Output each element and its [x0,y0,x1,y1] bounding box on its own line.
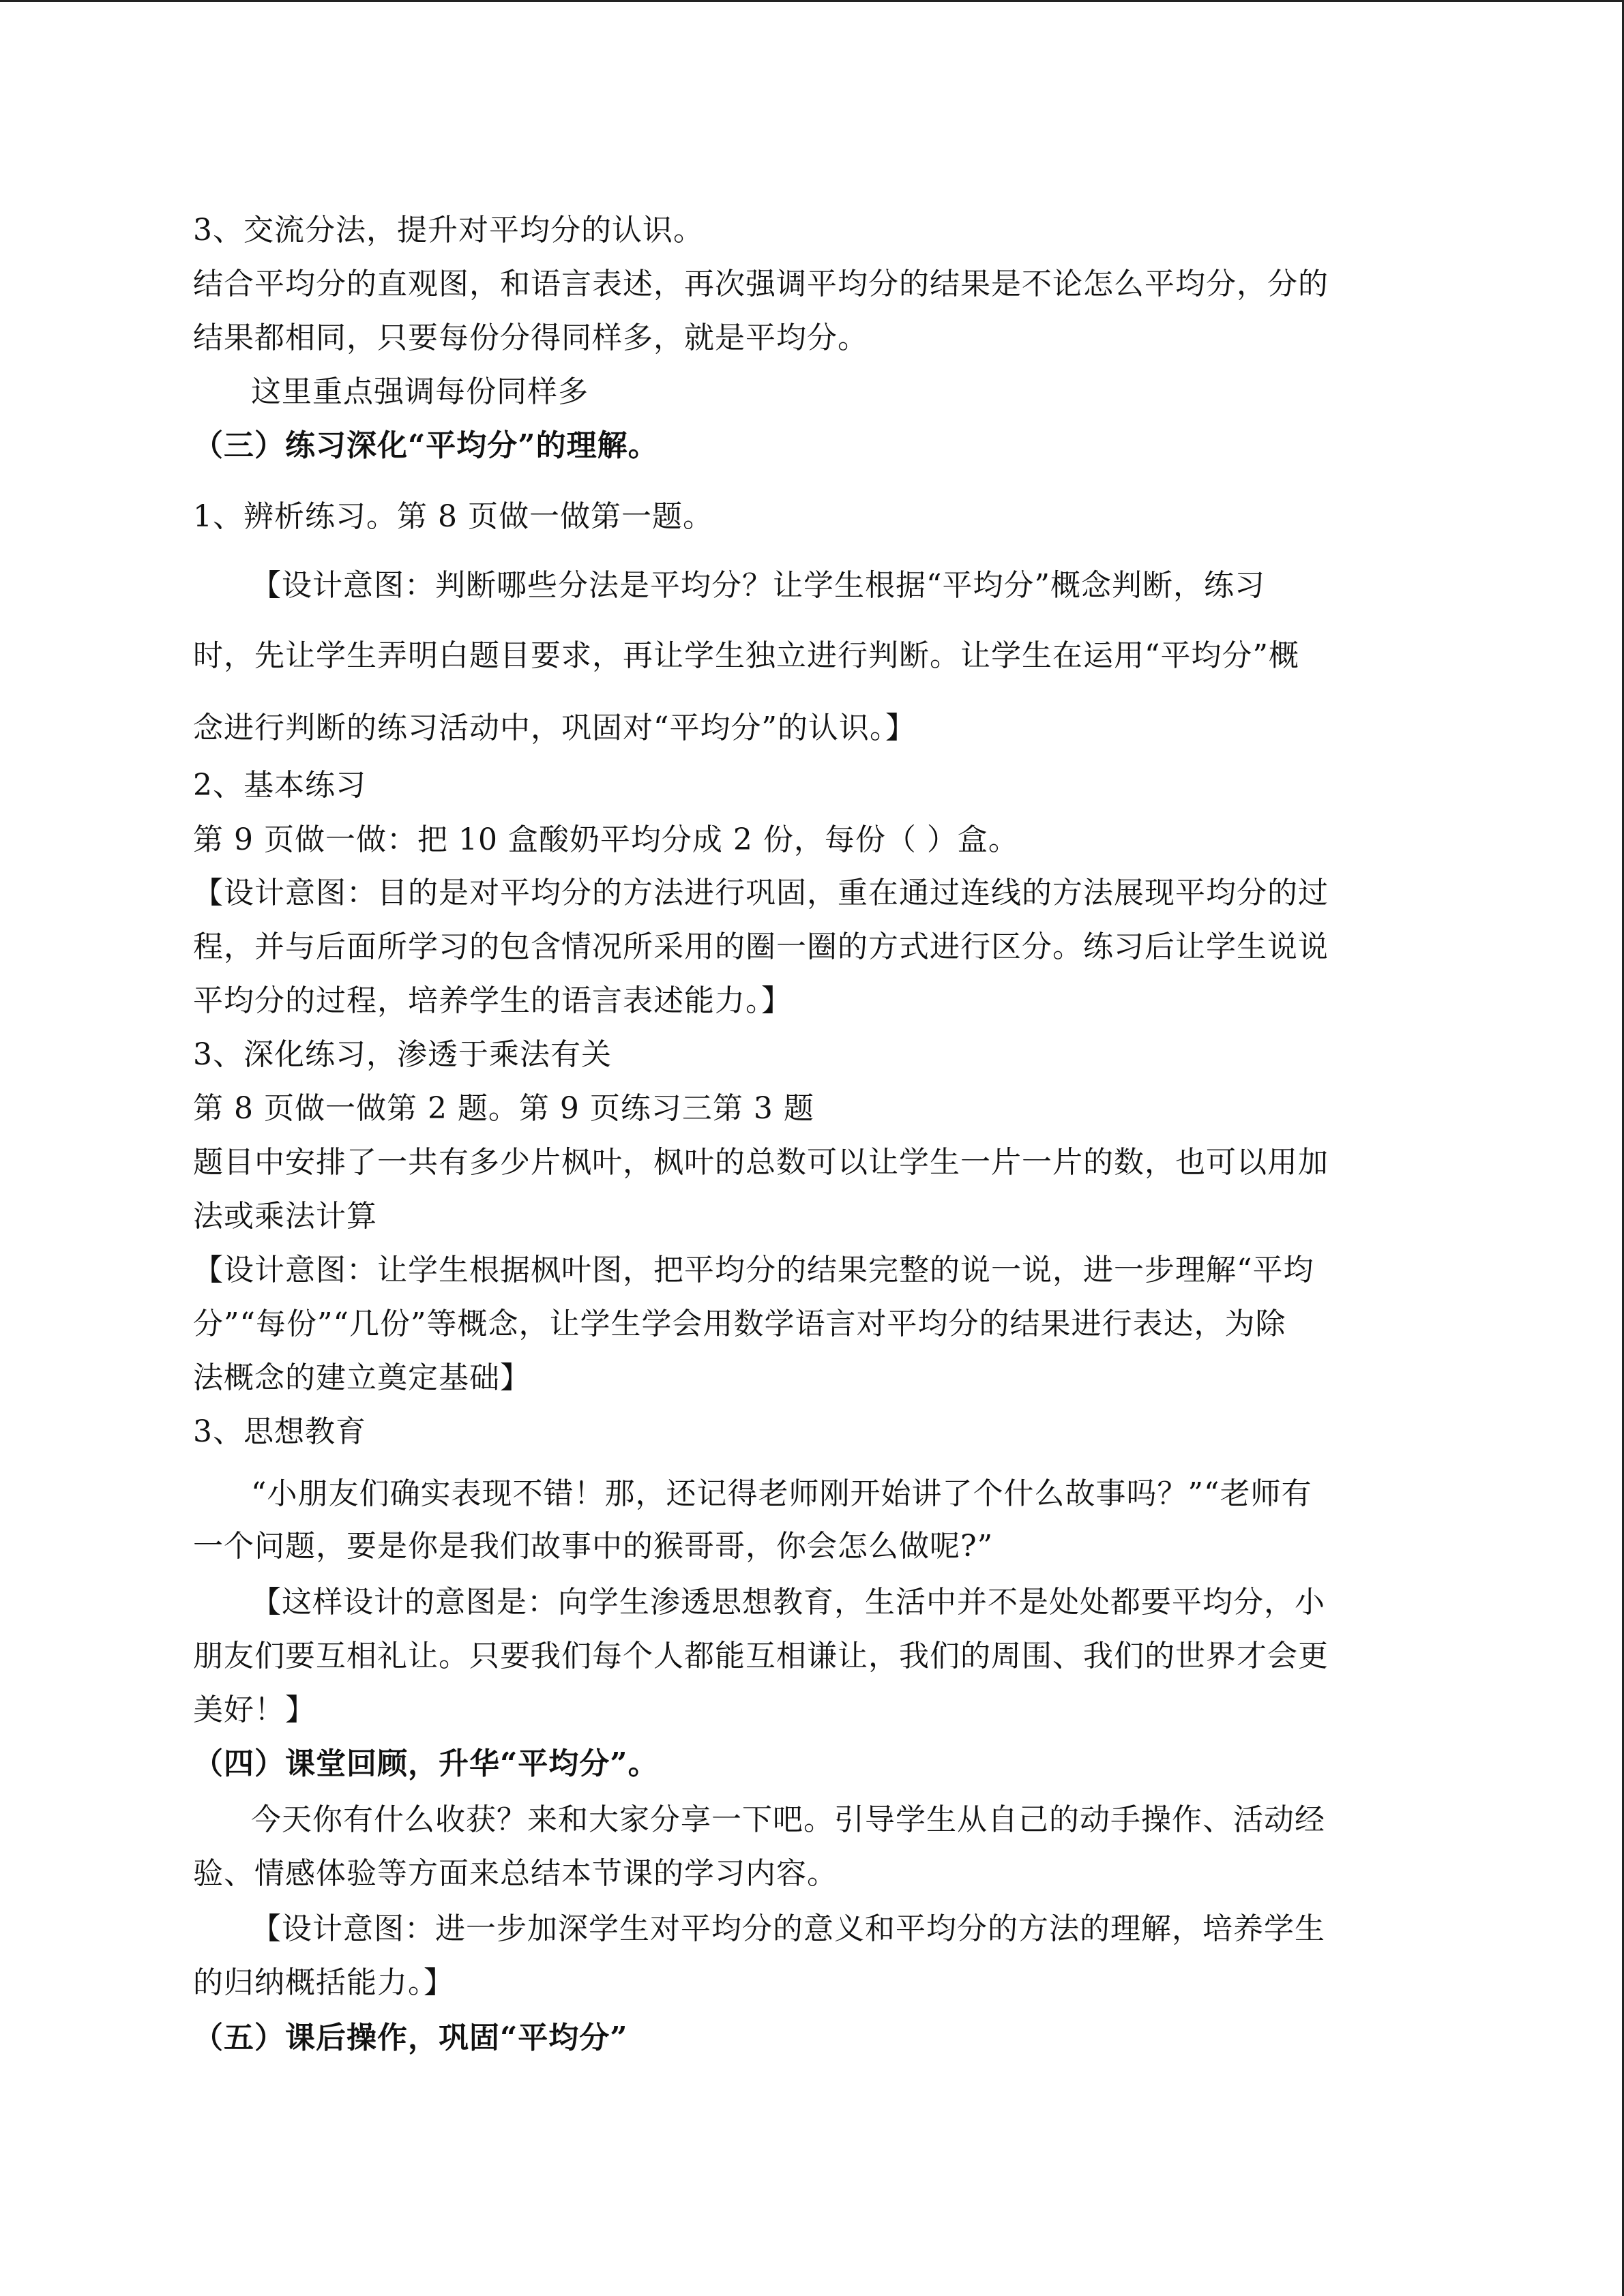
paragraph-line: 【这样设计的意图是：向学生渗透思想教育，生活中并不是处处都要平均分，小 [251,1585,1325,1620]
paragraph-line: 第 8 页做一做第 2 题。第 9 页练习三第 3 题 [193,1091,814,1126]
paragraph-line: 【设计意图：进一步加深学生对平均分的意义和平均分的方法的理解，培养学生 [251,1911,1325,1946]
paragraph-line: 结合平均分的直观图，和语言表述，再次强调平均分的结果是不论怎么平均分，分的 [193,267,1329,301]
paragraph-line: 【设计意图：目的是对平均分的方法进行巩固，重在通过连线的方法展现平均分的过 [193,876,1329,910]
paragraph-line: 平均分的过程，培养学生的语言表述能力。】 [193,983,792,1018]
paragraph-line: 【设计意图：让学生根据枫叶图，把平均分的结果完整的说一说，进一步理解“平均 [193,1253,1314,1287]
paragraph-line: 朋友们要互相礼让。只要我们每个人都能互相谦让，我们的周围、我们的世界才会更 [193,1639,1329,1673]
step-heading: 3、深化练习，渗透于乘法有关 [193,1037,612,1072]
paragraph-line: 【设计意图：判断哪些分法是平均分？让学生根据“平均分”概念判断，练习 [251,568,1265,603]
paragraph-line: 念进行判断的练习活动中，巩固对“平均分”的认识。】 [193,711,916,745]
paragraph-line: 程，并与后面所学习的包含情况所采用的圈一圈的方式进行区分。练习后让学生说说 [193,929,1329,964]
paragraph-line: 时，先让学生弄明白题目要求，再让学生独立进行判断。让学生在运用“平均分”概 [193,638,1299,673]
section-heading: （三）练习深化“平均分”的理解。 [193,428,659,463]
step-heading: 1、辨析练习。第 8 页做一做第一题。 [193,499,713,534]
paragraph-line: 法概念的建立奠定基础】 [193,1360,531,1395]
step-heading: 3、交流分法，提升对平均分的认识。 [193,213,704,248]
step-heading: 3、思想教育 [193,1414,366,1449]
step-heading: 2、基本练习 [193,768,366,803]
paragraph-line: 第 9 页做一做：把 10 盒酸奶平均分成 2 份，每份（ ）盒。 [193,822,1019,857]
paragraph-line: 题目中安排了一共有多少片枫叶，枫叶的总数可以让学生一片一片的数，也可以用加 [193,1145,1329,1180]
paragraph-line: 今天你有什么收获？来和大家分享一下吧。引导学生从自己的动手操作、活动经 [251,1802,1325,1837]
paragraph-line: 的归纳概括能力。】 [193,1965,454,2000]
section-heading: （四）课堂回顾，升华“平均分”。 [193,1746,659,1781]
paragraph-line: 验、情感体验等方面来总结本节课的学习内容。 [193,1856,838,1891]
section-heading: （五）课后操作，巩固“平均分” [193,2021,628,2055]
paragraph-line: 法或乘法计算 [193,1199,377,1234]
paragraph-line: 结果都相同，只要每份分得同样多，就是平均分。 [193,320,868,355]
paragraph-line: 一个问题，要是你是我们故事中的猴哥哥，你会怎么做呢?” [193,1529,994,1564]
paragraph-line: 美好！】 [193,1693,316,1727]
paragraph-line: “小朋友们确实表现不错！那，还记得老师刚开始讲了个什么故事吗？”“老师有 [251,1476,1312,1511]
page-border-top [0,0,1624,2]
paragraph-line: 分”“每份”“几份”等概念，让学生学会用数学语言对平均分的结果进行表达，为除 [193,1307,1286,1341]
paragraph-line: 这里重点强调每份同样多 [251,374,589,409]
